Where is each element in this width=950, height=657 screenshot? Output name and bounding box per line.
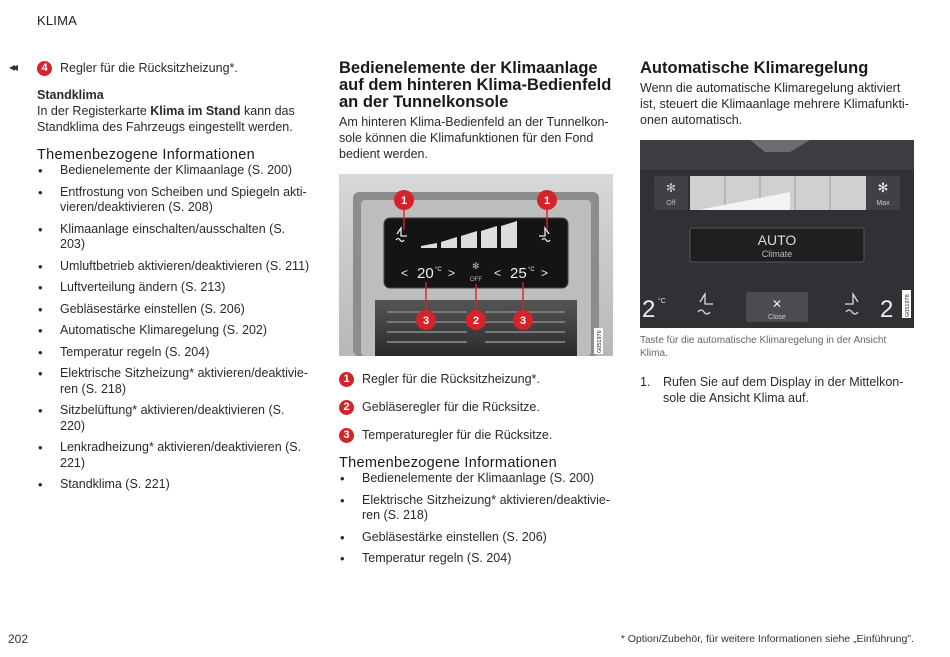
list-item[interactable]: • Elektrische Sitzheizung* aktivieren/deaktivie-ren (S. 218) <box>339 493 615 524</box>
column-3 <box>640 60 916 128</box>
temp-left-value: 20 <box>417 265 434 282</box>
callout-marker: 4 <box>37 61 52 76</box>
legend-text: Regler für die Rücksitzheizung*. <box>362 372 540 386</box>
callout-3-right: 3 <box>519 315 527 327</box>
close-label: Close <box>768 314 786 321</box>
standklima-text-bold: Klima im Stand <box>150 104 241 118</box>
list-item[interactable]: • Bedienelemente der Klimaanlage (S. 200) <box>37 163 312 179</box>
image-code: G051976 <box>597 330 603 353</box>
related-heading: Themenbezogene Informationen <box>37 147 255 163</box>
legend-item <box>339 427 615 443</box>
list-item[interactable]: • Sitzbelüftung* aktivieren/deaktivieren (S. 220) <box>37 403 312 434</box>
column-1 <box>37 60 312 499</box>
legend-text: Gebläseregler für die Rücksitze. <box>362 400 540 414</box>
list-item[interactable]: • Gebläsestärke einstellen (S. 206) <box>37 302 312 318</box>
temp-unit-display: °C <box>658 298 666 305</box>
legend-item <box>339 399 615 415</box>
list-item[interactable]: • Automatische Klimaregelung (S. 202) <box>37 323 312 339</box>
section-intro: Am hinteren Klima-Bedienfeld an der Tunnelkon-sole können die Klimafunktionen für den Fond bedient werden. <box>339 115 609 161</box>
list-item[interactable]: • Luftverteilung ändern (S. 213) <box>37 280 312 296</box>
rear-climate-panel-image <box>339 174 613 356</box>
standklima-heading: Standklima <box>37 88 104 102</box>
list-item[interactable]: • Bedienelemente der Klimaanlage (S. 200) <box>339 471 615 487</box>
item-4-text: Regler für die Rücksitzheizung*. <box>60 61 238 75</box>
list-item[interactable]: • Standklima (S. 221) <box>37 477 312 493</box>
svg-text:✕: ✕ <box>771 297 783 311</box>
step-number: 1. <box>640 375 651 389</box>
climate-display-image <box>640 140 914 328</box>
section-heading-auto: Automatische Klimaregelung <box>640 59 869 77</box>
column-2 <box>339 60 615 162</box>
section-heading: Bedienelemente der Klimaanlage auf dem hinteren Klima-Bedienfeld an der Tunnelkonsole <box>339 59 612 111</box>
list-item[interactable]: • Umluftbetrieb aktivieren/deaktivieren (S. 211) <box>37 259 312 275</box>
list-item[interactable]: • Lenkradheizung* aktivieren/deaktivieren (S. 221) <box>37 440 312 471</box>
svg-text:>: > <box>541 266 549 280</box>
max-label: Max <box>876 200 890 207</box>
image-code-2: G051978 <box>905 294 911 317</box>
item-4-row <box>37 60 312 76</box>
temp-left-unit: °C <box>435 267 442 273</box>
list-item[interactable]: • Temperatur regeln (S. 204) <box>37 345 312 361</box>
callout-marker: 1 <box>339 372 354 387</box>
standklima-text-pre: In der Registerkarte <box>37 104 151 118</box>
list-item[interactable]: • Klimaanlage einschalten/ausschalten (S. 203) <box>37 222 312 253</box>
related-list <box>37 163 312 493</box>
page-number: 202 <box>8 632 29 646</box>
step-1 <box>640 374 916 406</box>
step-text: Rufen Sie auf dem Display in der Mittelkon-sole die Ansicht Klima auf. <box>663 375 904 405</box>
temp-right-value: 25 <box>510 265 527 282</box>
legend-list <box>339 371 615 443</box>
fan-off-label: OFF <box>470 277 482 283</box>
list-item[interactable]: • Entfrostung von Scheiben und Spiegeln akti-vieren/deaktivieren (S. 208) <box>37 185 312 216</box>
column-3-lower <box>640 334 916 406</box>
section-intro-auto: Wenn die automatische Klimaregelung aktiviert ist, steuert die Klimaanlage mehrere Klimafunkti-onen automatisch. <box>640 81 909 127</box>
temp-right-unit: °C <box>528 267 535 273</box>
svg-text:<: < <box>401 266 409 280</box>
standklima-paragraph <box>37 103 312 135</box>
related-list-2 <box>339 471 615 567</box>
svg-text:✻: ✻ <box>472 262 480 272</box>
callout-marker: 2 <box>339 400 354 415</box>
temp-left-display: 2 <box>642 296 656 323</box>
list-item[interactable]: • Temperatur regeln (S. 204) <box>339 551 615 567</box>
callout-3-left: 3 <box>422 315 430 327</box>
list-item[interactable]: • Gebläsestärke einstellen (S. 206) <box>339 530 615 546</box>
footer-note: * Option/Zubehör, für weitere Informationen siehe „Einführung". <box>620 633 914 645</box>
standklima-text-post: kann das Standklima des Fahrzeugs eingestellt werden. <box>37 104 295 134</box>
off-label: Off <box>666 200 676 207</box>
page-header-title: KLIMA <box>37 13 78 28</box>
legend-item <box>339 371 615 387</box>
auto-label: AUTO <box>757 232 797 248</box>
svg-text:>: > <box>448 266 456 280</box>
callout-1-right: 1 <box>543 195 551 207</box>
related-heading-2: Themenbezogene Informationen <box>339 455 557 471</box>
column-2-lower <box>339 371 615 573</box>
svg-text:✻: ✻ <box>877 181 889 196</box>
callout-2: 2 <box>472 315 480 327</box>
legend-text: Temperaturegler für die Rücksitze. <box>362 428 553 442</box>
climate-label: Climate <box>761 249 793 259</box>
list-item[interactable]: • Elektrische Sitzheizung* aktivieren/deaktivie-ren (S. 218) <box>37 366 312 397</box>
callout-1-left: 1 <box>400 195 408 207</box>
image-caption: Taste für die automatische Klimaregelung in der Ansicht Klima. <box>640 335 887 359</box>
temp-right-display: 2 <box>880 296 894 323</box>
svg-text:✻: ✻ <box>665 181 677 195</box>
svg-text:<: < <box>494 266 502 280</box>
callout-marker: 3 <box>339 428 354 443</box>
back-arrows-icon[interactable]: ◂◂ <box>9 60 16 74</box>
